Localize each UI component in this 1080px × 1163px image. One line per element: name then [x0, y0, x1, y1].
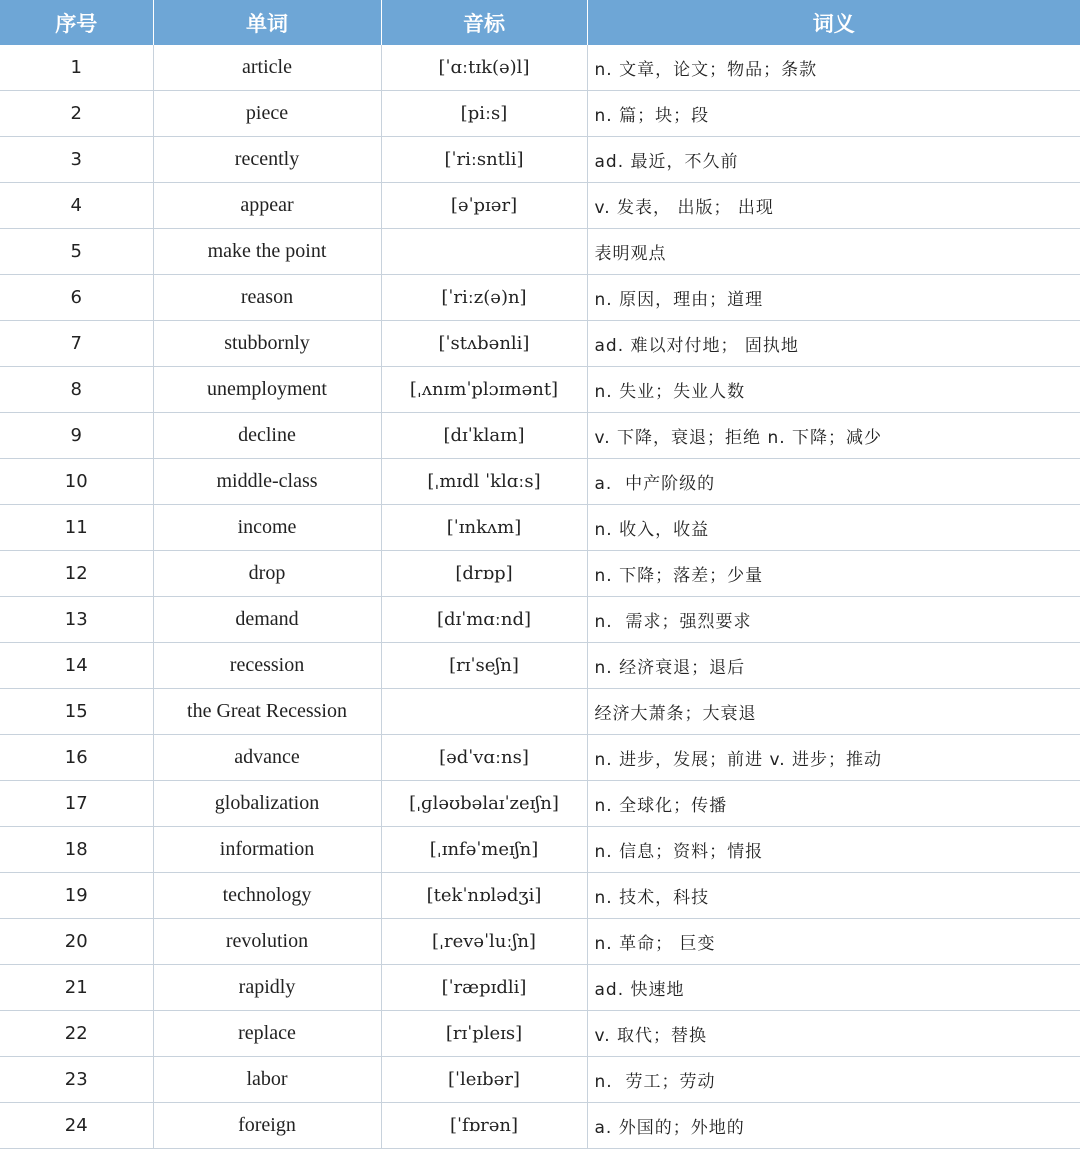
row-phonetic: [ˈriːsntli]	[381, 137, 587, 183]
row-number: 9	[0, 413, 153, 459]
row-number: 11	[0, 505, 153, 551]
row-definition: n. 原因，理由；道理	[587, 275, 1080, 321]
row-definition: v. 发表， 出版； 出现	[587, 183, 1080, 229]
row-word: recession	[153, 643, 381, 689]
table-row	[0, 965, 1080, 1011]
row-number: 13	[0, 597, 153, 643]
row-word: the Great Recession	[153, 689, 381, 735]
row-phonetic: [ˈræpɪdli]	[381, 965, 587, 1011]
row-number: 24	[0, 1103, 153, 1149]
row-number: 19	[0, 873, 153, 919]
row-word: reason	[153, 275, 381, 321]
row-word: piece	[153, 91, 381, 137]
row-number: 7	[0, 321, 153, 367]
row-number: 23	[0, 1057, 153, 1103]
row-definition: n. 劳工；劳动	[587, 1057, 1080, 1103]
table-row	[0, 781, 1080, 827]
row-number: 4	[0, 183, 153, 229]
row-number: 8	[0, 367, 153, 413]
row-number: 20	[0, 919, 153, 965]
row-definition: n. 全球化；传播	[587, 781, 1080, 827]
table-row	[0, 1057, 1080, 1103]
row-number: 21	[0, 965, 153, 1011]
row-word: drop	[153, 551, 381, 597]
table-body	[0, 45, 1080, 1149]
row-phonetic: [ˌʌnɪmˈplɔɪmənt]	[381, 367, 587, 413]
row-word: foreign	[153, 1103, 381, 1149]
row-word: globalization	[153, 781, 381, 827]
row-word: replace	[153, 1011, 381, 1057]
row-word: demand	[153, 597, 381, 643]
table-row	[0, 321, 1080, 367]
table-row	[0, 275, 1080, 321]
row-word: income	[153, 505, 381, 551]
row-phonetic	[381, 689, 587, 735]
row-word: recently	[153, 137, 381, 183]
header-row	[0, 0, 1080, 45]
row-number: 18	[0, 827, 153, 873]
row-number: 17	[0, 781, 153, 827]
row-word: article	[153, 45, 381, 91]
table-row	[0, 919, 1080, 965]
row-number: 2	[0, 91, 153, 137]
row-number: 1	[0, 45, 153, 91]
row-phonetic: [ˈleɪbər]	[381, 1057, 587, 1103]
row-number: 22	[0, 1011, 153, 1057]
row-definition: ad. 快速地	[587, 965, 1080, 1011]
row-phonetic: [əˈpɪər]	[381, 183, 587, 229]
row-definition: n. 失业；失业人数	[587, 367, 1080, 413]
table-row	[0, 551, 1080, 597]
row-definition: n. 收入，收益	[587, 505, 1080, 551]
table-row	[0, 827, 1080, 873]
row-phonetic: [ˌrevəˈluːʃn]	[381, 919, 587, 965]
row-phonetic: [ˈɑːtɪk(ə)l]	[381, 45, 587, 91]
row-word: appear	[153, 183, 381, 229]
row-phonetic: [drɒp]	[381, 551, 587, 597]
row-definition: n. 进步，发展；前进 v. 进步；推动	[587, 735, 1080, 781]
row-phonetic: [dɪˈmɑːnd]	[381, 597, 587, 643]
row-number: 16	[0, 735, 153, 781]
row-definition: ad. 最近，不久前	[587, 137, 1080, 183]
row-word: unemployment	[153, 367, 381, 413]
table-row	[0, 643, 1080, 689]
row-phonetic: [ˈstʌbənli]	[381, 321, 587, 367]
row-number: 10	[0, 459, 153, 505]
row-phonetic: [ˈriːz(ə)n]	[381, 275, 587, 321]
row-word: make the point	[153, 229, 381, 275]
table-row	[0, 873, 1080, 919]
table-row	[0, 45, 1080, 91]
table-row	[0, 413, 1080, 459]
row-phonetic: [ˈfɒrən]	[381, 1103, 587, 1149]
row-word: labor	[153, 1057, 381, 1103]
row-number: 6	[0, 275, 153, 321]
row-number: 15	[0, 689, 153, 735]
row-phonetic: [tekˈnɒlədʒi]	[381, 873, 587, 919]
row-word: advance	[153, 735, 381, 781]
table-row	[0, 91, 1080, 137]
table-row	[0, 367, 1080, 413]
row-word: revolution	[153, 919, 381, 965]
row-definition: a. 中产阶级的	[587, 459, 1080, 505]
row-definition: n. 篇；块；段	[587, 91, 1080, 137]
row-phonetic: [ˌɡləʊbəlaɪˈzeɪʃn]	[381, 781, 587, 827]
header-no: 序号	[0, 0, 153, 45]
row-definition: a. 外国的；外地的	[587, 1103, 1080, 1149]
row-definition: n. 下降；落差；少量	[587, 551, 1080, 597]
row-word: rapidly	[153, 965, 381, 1011]
row-word: decline	[153, 413, 381, 459]
row-phonetic: [ˌmɪdl ˈklɑːs]	[381, 459, 587, 505]
header-ipa: 音标	[381, 0, 587, 45]
row-definition: n. 文章，论文；物品；条款	[587, 45, 1080, 91]
row-number: 3	[0, 137, 153, 183]
row-definition: n. 革命； 巨变	[587, 919, 1080, 965]
table-row	[0, 597, 1080, 643]
table-row	[0, 689, 1080, 735]
table-row	[0, 137, 1080, 183]
header-definition: 词义	[587, 0, 1080, 45]
row-definition: n. 信息；资料；情报	[587, 827, 1080, 873]
row-definition: n. 技术，科技	[587, 873, 1080, 919]
row-phonetic: [piːs]	[381, 91, 587, 137]
row-definition: v. 取代；替换	[587, 1011, 1080, 1057]
header-word: 单词	[153, 0, 381, 45]
row-phonetic: [ədˈvɑːns]	[381, 735, 587, 781]
row-number: 12	[0, 551, 153, 597]
row-word: middle-class	[153, 459, 381, 505]
row-word: stubbornly	[153, 321, 381, 367]
row-word: information	[153, 827, 381, 873]
table-row	[0, 459, 1080, 505]
row-definition: n. 需求；强烈要求	[587, 597, 1080, 643]
row-phonetic: [ˈɪnkʌm]	[381, 505, 587, 551]
row-number: 14	[0, 643, 153, 689]
row-phonetic: [rɪˈseʃn]	[381, 643, 587, 689]
row-definition: 表明观点	[587, 229, 1080, 275]
table-row	[0, 1011, 1080, 1057]
table-row	[0, 735, 1080, 781]
row-definition: v. 下降，衰退；拒绝 n. 下降；减少	[587, 413, 1080, 459]
row-definition: 经济大萧条；大衰退	[587, 689, 1080, 735]
row-number: 5	[0, 229, 153, 275]
row-word: technology	[153, 873, 381, 919]
table-row	[0, 183, 1080, 229]
row-phonetic: [rɪˈpleɪs]	[381, 1011, 587, 1057]
row-definition: n. 经济衰退；退后	[587, 643, 1080, 689]
table-row	[0, 1103, 1080, 1149]
table-row	[0, 229, 1080, 275]
row-definition: ad. 难以对付地； 固执地	[587, 321, 1080, 367]
row-phonetic: [dɪˈklaɪn]	[381, 413, 587, 459]
row-phonetic	[381, 229, 587, 275]
table-row	[0, 505, 1080, 551]
row-phonetic: [ˌɪnfəˈmeɪʃn]	[381, 827, 587, 873]
